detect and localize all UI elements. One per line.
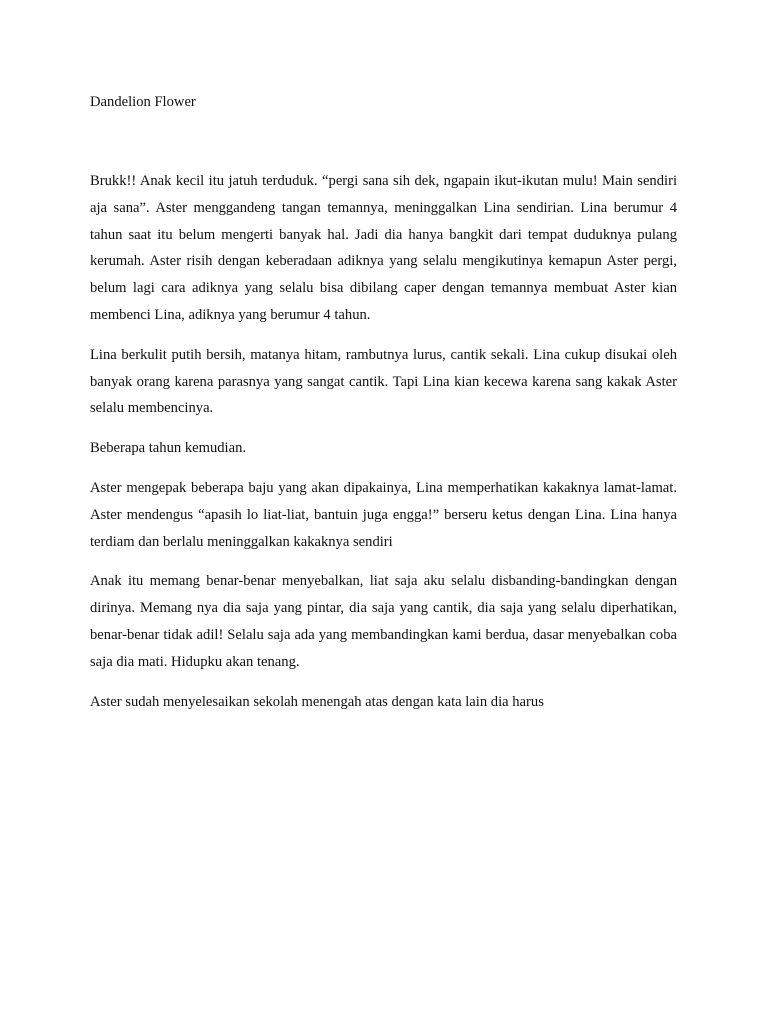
- paragraph-5: Anak itu memang benar-benar menyebalkan, liat saja aku selalu disbanding-bandingkan dengan dirinya. Memang nya dia saja yang pintar, dia saja yang cantik, dia saja yang selalu diperhatikan, benar-benar tidak adil! Selalu saja ada yang membandingkan kami berdua, dasar menyebalkan coba saja dia mati. Hidupku akan tenang.: [90, 573, 677, 670]
- document-title: Dandelion Flower: [90, 94, 196, 110]
- paragraph-6: Aster sudah menyelesaikan sekolah menengah atas dengan kata lain dia harus: [90, 693, 544, 710]
- paragraph-3: Beberapa tahun kemudian.: [90, 440, 247, 457]
- paragraph-2: Lina berkulit putih bersih, matanya hitam, rambutnya lurus, cantik sekali. Lina cukup disukai oleh banyak orang karena parasnya yang sangat cantik. Tapi Lina kian kecewa karena sang kakak Aster selalu membencinya.: [90, 346, 677, 417]
- document-body: [90, 168, 677, 728]
- paragraph-1: Brukk!! Anak kecil itu jatuh terduduk. “pergi sana sih dek, ngapain ikut-ikutan mulu! Main sendiri aja sana”. Aster menggandeng tangan temannya, meninggalkan Lina sendirian. Lina berumur 4 tahun saat itu belum mengerti banyak hal. Jadi dia hanya bangkit dari tempat duduknya pulang kerumah. Aster risih dengan keberadaan adiknya yang selalu mengikutinya kemapun Aster pergi, belum lagi cara adiknya yang selalu bisa dibilang caper dengan temannya membuat Aster kian membenci Lina, adiknya yang berumur 4 tahun.: [90, 173, 677, 323]
- paragraph-4: Aster mengepak beberapa baju yang akan dipakainya, Lina memperhatikan kakaknya lamat-lamat. Aster mendengus “apasih lo liat-liat, bantuin juga engga!” berseru ketus dengan Lina. Lina hanya terdiam dan berlalu meninggalkan kakaknya sendiri: [90, 479, 677, 550]
